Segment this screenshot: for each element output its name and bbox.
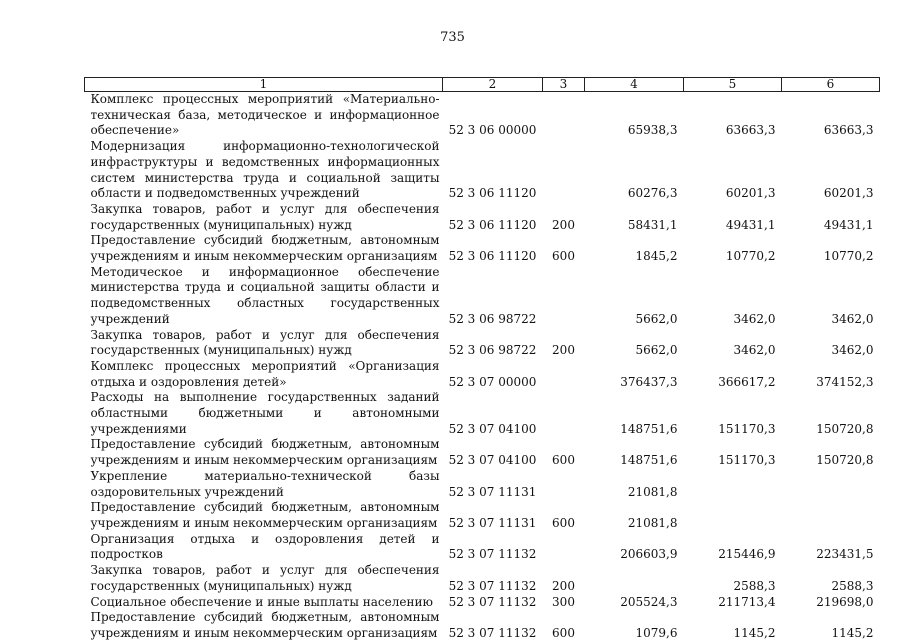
row-value-col6: 49431,1 xyxy=(823,217,874,232)
table-row xyxy=(85,139,880,202)
row-value-col5: 49431,1 xyxy=(725,217,776,232)
row-expense-type: 200 xyxy=(552,217,575,232)
row-value-col5 xyxy=(684,469,782,500)
row-value-col4 xyxy=(585,563,684,594)
row-expense-type: 600 xyxy=(552,625,575,640)
row-expense-type xyxy=(543,469,585,500)
row-code: 52 3 06 00000 xyxy=(448,123,537,138)
row-value-col6: 150720,8 xyxy=(816,421,874,436)
row-value-col6: 2588,3 xyxy=(831,578,874,593)
row-value-col4: 21081,8 xyxy=(627,515,678,530)
row-name: Предоставление субсидий бюджетным, автономным учреждениям и иным некоммерческим организациям xyxy=(90,437,440,468)
row-value-col5: 2588,3 xyxy=(733,578,776,593)
row-value-col5: 151170,3 xyxy=(718,453,776,468)
row-value-col6 xyxy=(782,469,880,500)
row-expense-type xyxy=(543,92,585,140)
row-name: Расходы на выполнение государственных заданий областными бюджетными и автономными учреждениями xyxy=(90,390,440,436)
row-expense-type: 200 xyxy=(552,578,575,593)
table-row xyxy=(85,92,880,140)
row-value-col5: 10770,2 xyxy=(725,249,776,264)
table-row xyxy=(85,233,880,264)
row-code: 52 3 07 11132 xyxy=(448,578,537,593)
row-value-col4: 65938,3 xyxy=(627,123,678,138)
row-expense-type xyxy=(543,359,585,390)
row-code: 52 3 07 00000 xyxy=(448,374,537,389)
table-row xyxy=(85,202,880,233)
row-code: 52 3 07 04100 xyxy=(448,421,537,436)
row-value-col6: 60201,3 xyxy=(823,186,874,201)
row-value-col5: 60201,3 xyxy=(725,186,776,201)
row-name: Закупка товаров, работ и услуг для обеспечения государственных (муниципальных) нужд xyxy=(90,327,440,358)
table-row xyxy=(85,437,880,468)
row-value-col4: 5662,0 xyxy=(635,343,678,358)
row-value-col6: 1145,2 xyxy=(831,625,874,640)
row-expense-type xyxy=(543,390,585,437)
row-value-col4: 21081,8 xyxy=(627,484,678,499)
row-code: 52 3 07 11132 xyxy=(448,594,537,609)
row-value-col5: 3462,0 xyxy=(733,343,776,358)
row-value-col4: 1079,6 xyxy=(635,625,678,640)
table-row xyxy=(85,390,880,437)
table-row xyxy=(85,265,880,328)
table-row xyxy=(85,359,880,390)
row-expense-type: 300 xyxy=(552,594,575,609)
header-col-1: 1 xyxy=(85,78,443,92)
row-value-col4: 60276,3 xyxy=(627,186,678,201)
row-value-col6: 3462,0 xyxy=(831,311,874,326)
row-expense-type: 200 xyxy=(552,343,575,358)
row-name: Предоставление субсидий бюджетным, автономным учреждениям и иным некоммерческим организациям xyxy=(90,500,440,530)
row-value-col5: 211713,4 xyxy=(718,594,776,609)
row-name: Комплекс процессных мероприятий «Организация отдыха и оздоровления детей» xyxy=(90,358,440,389)
row-value-col5: 366617,2 xyxy=(718,374,776,389)
header-col-5: 5 xyxy=(684,78,782,92)
row-value-col5: 151170,3 xyxy=(718,421,776,436)
row-code: 52 3 06 98722 xyxy=(448,311,537,326)
row-value-col5 xyxy=(684,500,782,531)
row-code: 52 3 07 11131 xyxy=(448,515,537,530)
page-number: 735 xyxy=(440,30,465,45)
row-value-col4: 376437,3 xyxy=(620,374,678,389)
row-name: Укрепление материально-технической базы оздоровительных учреждений xyxy=(90,468,440,499)
row-name: Предоставление субсидий бюджетным, автономным учреждениям и иным некоммерческим организациям xyxy=(90,233,440,264)
row-value-col4: 205524,3 xyxy=(620,594,678,609)
row-name: Комплекс процессных мероприятий «Материально-техническая база, методическое и информационное обеспечение» xyxy=(90,92,440,138)
row-code: 52 3 07 04100 xyxy=(448,453,537,468)
row-value-col4: 148751,6 xyxy=(620,421,678,436)
table-row xyxy=(85,595,880,611)
row-value-col6: 150720,8 xyxy=(816,453,874,468)
row-value-col6: 10770,2 xyxy=(823,249,874,264)
row-expense-type xyxy=(543,265,585,328)
budget-table xyxy=(84,77,880,642)
row-value-col4: 148751,6 xyxy=(620,453,678,468)
row-value-col5: 1145,2 xyxy=(733,625,776,640)
table-row xyxy=(85,328,880,359)
row-value-col6 xyxy=(782,500,880,531)
row-expense-type: 600 xyxy=(552,249,575,264)
row-value-col6: 219698,0 xyxy=(816,594,874,609)
row-code: 52 3 06 11120 xyxy=(448,186,537,201)
row-code: 52 3 06 11120 xyxy=(448,249,537,264)
table-row xyxy=(85,610,880,641)
table-row xyxy=(85,563,880,594)
row-value-col4: 206603,9 xyxy=(620,547,678,562)
row-value-col5: 215446,9 xyxy=(718,547,776,562)
row-name: Социальное обеспечение и иные выплаты населению xyxy=(90,594,433,609)
row-name: Методическое и информационное обеспечение министерства труда и социальной защиты области и подведомственных областных государственных учреждений xyxy=(90,264,440,326)
table-header-row xyxy=(85,78,880,92)
row-value-col6: 223431,5 xyxy=(816,547,874,562)
table-row xyxy=(85,469,880,500)
row-name: Закупка товаров, работ и услуг для обеспечения государственных (муниципальных) нужд xyxy=(90,201,440,232)
row-value-col4: 5662,0 xyxy=(635,311,678,326)
row-value-col5: 63663,3 xyxy=(725,123,776,138)
header-col-2: 2 xyxy=(443,78,543,92)
row-value-col4: 58431,1 xyxy=(627,217,678,232)
row-expense-type xyxy=(543,532,585,563)
row-value-col4: 1845,2 xyxy=(635,249,678,264)
header-col-3: 3 xyxy=(543,78,585,92)
row-name: Закупка товаров, работ и услуг для обеспечения государственных (муниципальных) нужд xyxy=(90,563,440,593)
table-row xyxy=(85,500,880,531)
row-code: 52 3 07 11132 xyxy=(448,625,537,640)
row-expense-type: 600 xyxy=(552,515,575,530)
row-name: Модернизация информационно-технологической инфраструктуры и ведомственных информационных систем министерства труда и социальной защиты области и подведомственных учреждений xyxy=(90,139,440,201)
row-value-col6: 63663,3 xyxy=(823,123,874,138)
row-value-col6: 374152,3 xyxy=(816,374,874,389)
row-name: Организация отдыха и оздоровления детей и подростков xyxy=(90,531,440,562)
row-expense-type: 600 xyxy=(552,453,575,468)
row-code: 52 3 07 11132 xyxy=(448,547,537,562)
row-code: 52 3 06 11120 xyxy=(448,217,537,232)
table-row xyxy=(85,532,880,563)
row-code: 52 3 06 98722 xyxy=(448,343,537,358)
row-value-col6: 3462,0 xyxy=(831,343,874,358)
row-code: 52 3 07 11131 xyxy=(448,484,537,499)
header-col-4: 4 xyxy=(585,78,684,92)
header-col-6: 6 xyxy=(782,78,880,92)
row-value-col5: 3462,0 xyxy=(733,311,776,326)
row-expense-type xyxy=(543,139,585,202)
row-name: Предоставление субсидий бюджетным, автономным учреждениям и иным некоммерческим организациям xyxy=(90,610,440,640)
